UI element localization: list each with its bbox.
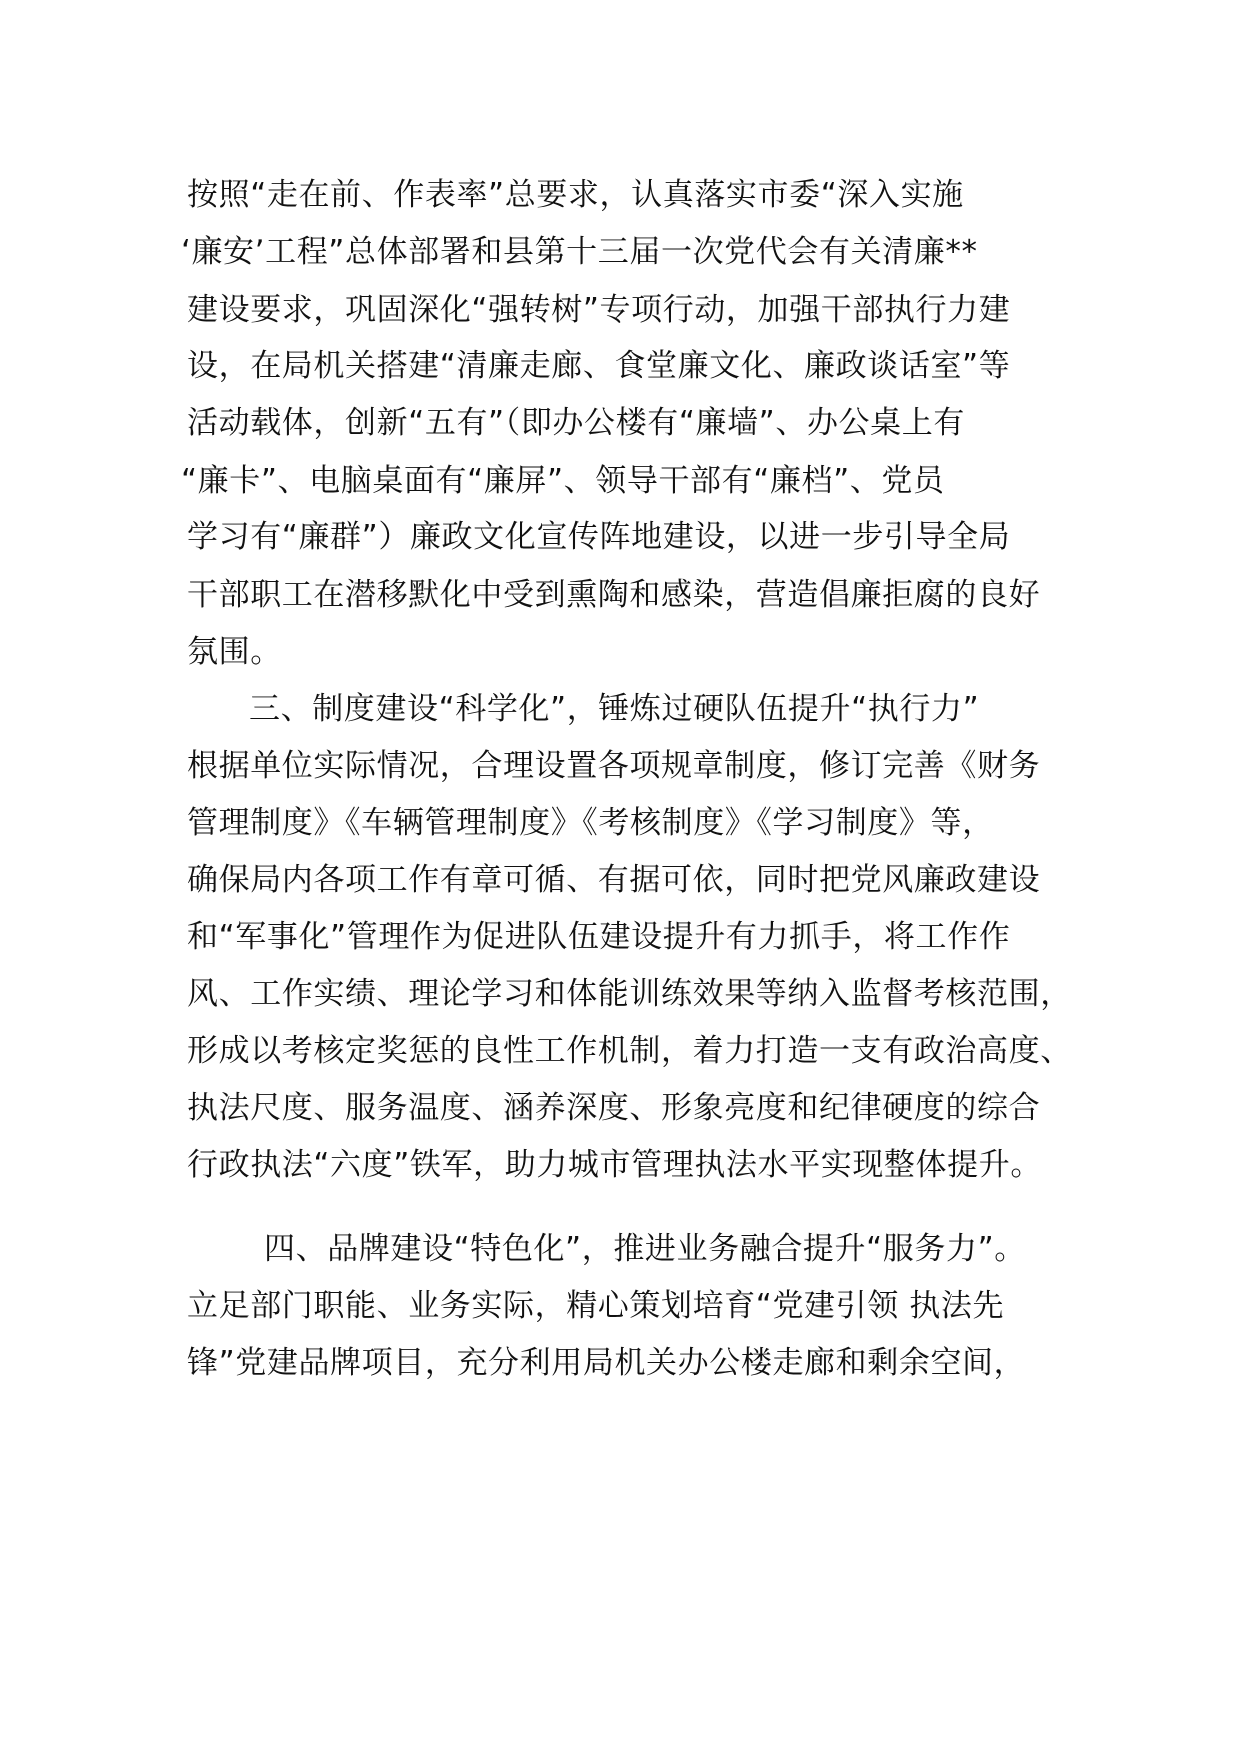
text-line: 和“军事化”管理作为促进队伍建设提升有力抓手，将工作作 [187, 919, 1011, 955]
text-line: “廉卡”、电脑桌面有“廉屏”、领导干部有“廉档”、党员 [181, 463, 945, 499]
section-heading: 三、制度建设“科学化”，锤炼过硬队伍提升“执行力” [249, 691, 980, 727]
text-line: 执法尺度、服务温度、涵养深度、形象亮度和纪律硬度的综合 [187, 1090, 1041, 1126]
text-line: 形成以考核定奖惩的良性工作机制，着力打造一支有政治高度、 [187, 1033, 1072, 1069]
text-line: 立足部门职能、业务实际，精心策划培育“党建引领 执法先 [187, 1288, 1005, 1324]
text-line: 锋”党建品牌项目，充分利用局机关办公楼走廊和剩余空间， [187, 1345, 1026, 1381]
text-line: 管理制度》《车辆管理制度》《考核制度》《学习制度》等， [187, 805, 994, 841]
text-line: 设，在局机关搭建“清廉走廊、食堂廉文化、廉政谈话室”等 [187, 348, 1011, 384]
section-heading: 四、品牌建设“特色化”，推进业务融合提升“服务力”。 [264, 1231, 1026, 1267]
text-line: 干部职工在潜移默化中受到熏陶和感染，营造倡廉拒腐的良好 [187, 577, 1041, 613]
text-line: 风、工作实绩、理论学习和体能训练效果等纳入监督考核范围， [187, 976, 1072, 1012]
text-line: 按照“走在前、作表率”总要求，认真落实市委“深入实施 [187, 177, 964, 213]
text-line: 行政执法“六度”铁军，助力城市管理执法水平实现整体提升。 [187, 1147, 1042, 1183]
text-line: 活动载体，创新“五有”（即办公楼有“廉墙”、办公桌上有 [187, 405, 965, 441]
text-line: 根据单位实际情况，合理设置各项规章制度，修订完善《财务 [187, 748, 1041, 784]
text-line: 建设要求，巩固深化“强转树”专项行动，加强干部执行力建 [187, 292, 1011, 328]
text-line: 确保局内各项工作有章可循、有据可依，同时把党风廉政建设 [187, 862, 1041, 898]
text-line: 氛围。 [187, 634, 282, 670]
text-line: 学习有“廉群”）廉政文化宣传阵地建设，以进一步引导全局 [187, 519, 1011, 555]
text-line: ‘廉安’工程”总体部署和县第十三届一次党代会有关清廉** [181, 234, 978, 270]
